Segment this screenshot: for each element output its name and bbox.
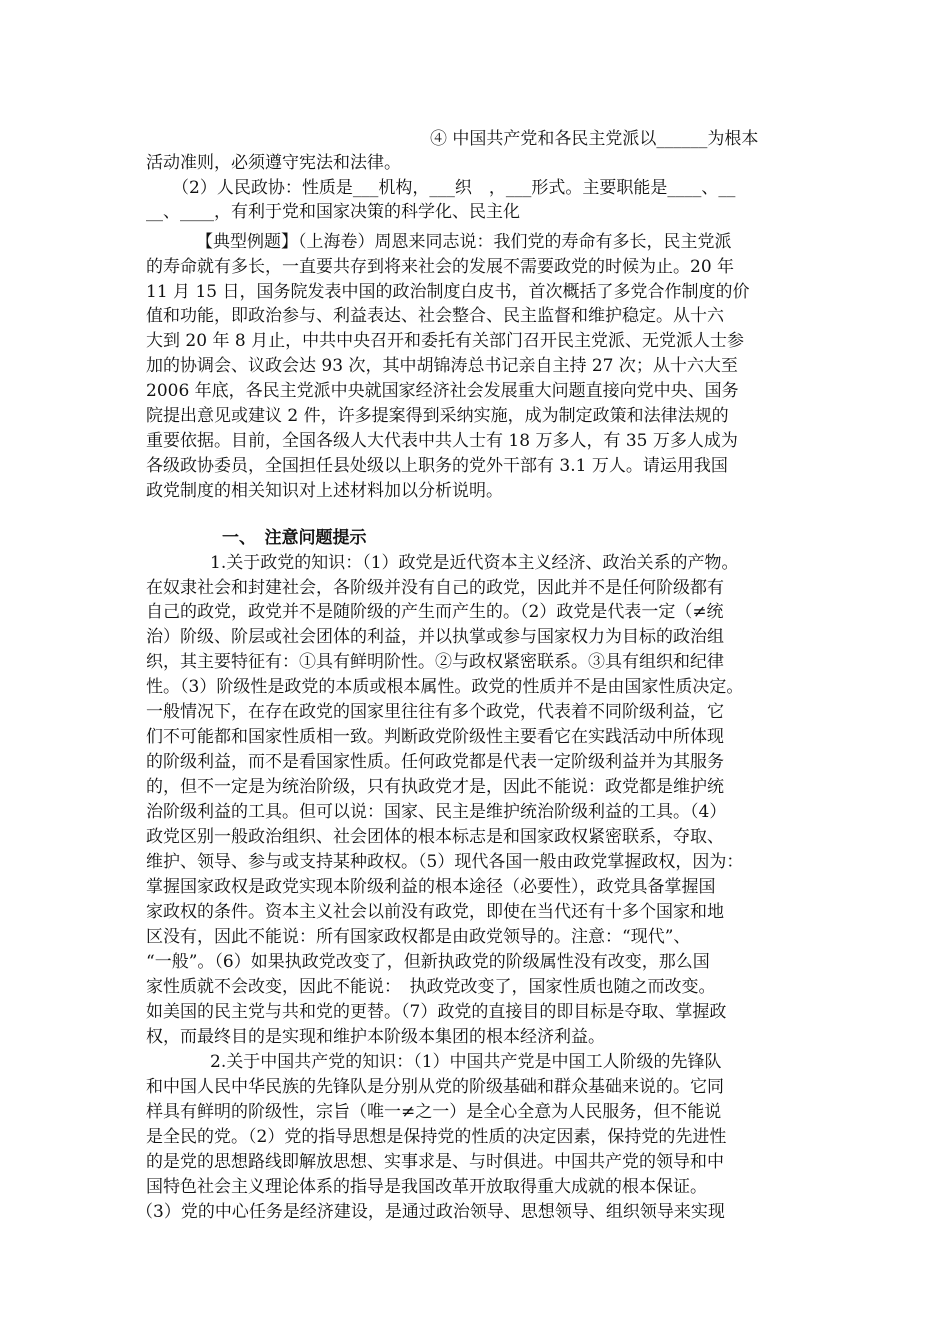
text-line-30: 掌握国家政权是政党实现本阶级利益的根本途径（必要性），政党具备掌握国 [146,877,716,897]
text-line-22: 性。（3）阶级性是政党的本质或根本属性。政党的性质并不是由国家性质决定。 [146,677,744,697]
text-line-20: 治）阶级、阶层或社会团体的利益，并以执掌或参与国家权力为目标的政治组 [146,627,724,647]
text-line-32: 区没有，因此不能说：所有国家政权都是由政党领导的。注意：“现代”、 [146,927,691,947]
text-line-40: 是全民的党。（2）党的指导思想是保持党的性质的决定因素，保持党的先进性 [146,1127,727,1147]
example-heading-line: 【典型例题】（上海卷）周恩来同志说：我们党的寿命有多长，民主党派 [196,232,732,252]
text-line-3: （2）人民政协：性质是___机构，___织 ，___形式。主要职能是____、__ [172,178,736,198]
text-line-1: ④ 中国共产党和各民主党派以______为根本 [430,129,759,149]
text-line-24: 们不可能都和国家性质相一致。判断政党阶级性主要看它在实践活动中所体现 [146,727,724,747]
text-line-18: 在奴隶社会和封建社会，各阶级并没有自己的政党，因此并不是任何阶级都有 [146,578,724,598]
text-line-26: 的，但不一定是为统治阶级，只有执政党才是，因此不能说：政党都是维护统 [146,777,724,797]
text-line-39: 样具有鲜明的阶级性，宗旨（唯一≠之一）是全心全意为人民服务，但不能说 [146,1102,722,1122]
text-line-15: 政党制度的相关知识对上述材料加以分析说明。 [146,481,503,501]
text-line-25: 的阶级利益，而不是看国家性质。任何政党都是代表一定阶级利益并为其服务 [146,752,724,772]
text-line-14: 各级政协委员，全国担任县处级以上职务的党外干部有 3.1 万人。请运用我国 [146,456,728,476]
text-line-4: __、____，有利于党和国家决策的科学化、民主化 [146,202,520,222]
text-line-7: 11 月 15 日，国务院发表中国的政治制度白皮书，首次概括了多党合作制度的价 [146,282,750,302]
text-line-35: 如美国的民主党与共和党的更替。（7）政党的直接目的即目标是夺取、掌握政 [146,1002,727,1022]
text-line-28: 政党区别一般政治组织、社会团体的根本标志是和国家政权紧密联系，夺取、 [146,827,724,847]
section-heading: 一、 注意问题提示 [222,528,367,548]
text-line-19: 自己的政党，政党并不是随阶级的产生而产生的。（2）政党是代表一定（≠统 [146,602,724,622]
text-line-41: 的是党的思想路线即解放思想、实事求是、与时俱进。中国共产党的领导和中 [146,1152,724,1172]
text-line-10: 加的协调会、议政会达 93 次，其中胡锦涛总书记亲自主持 27 次；从十六大至 [146,356,738,376]
text-line-21: 织，其主要特征有：①具有鲜明阶性。②与政权紧密联系。③具有组织和纪律 [146,652,724,672]
text-line-42: 国特色社会主义理论体系的指导是我国改革开放取得重大成就的根本保证。 [146,1177,707,1197]
text-line-11: 2006 年底，各民主党派中央就国家经济社会发展重大问题直接向党中央、国务 [146,381,739,401]
text-line-17: 1.关于政党的知识：（1）政党是近代资本主义经济、政治关系的产物。 [210,553,739,573]
text-line-29: 维护、领导、参与或支持某种政权。（5）现代各国一般由政党掌握政权，因为： [146,852,744,872]
text-line-33: “一般”。（6）如果执政党改变了，但新执政党的阶级属性没有改变，那么国 [146,952,710,972]
text-line-43: （3）党的中心任务是经济建设，是通过政治领导、思想领导、组织领导来实现 [136,1202,725,1222]
text-line-31: 家政权的条件。资本主义社会以前没有政党，即使在当代还有十多个国家和地 [146,902,724,922]
text-line-13: 重要依据。目前，全国各级人大代表中共人士有 18 万多人，有 35 万多人成为 [146,431,738,451]
text-line-2: 活动准则，必须遵守宪法和法律。 [146,153,401,173]
text-line-38: 和中国人民中华民族的先锋队是分别从党的阶级基础和群众基础来说的。它同 [146,1077,724,1097]
text-line-36: 权，而最终目的是实现和维护本阶级本集团的根本经济利益。 [146,1027,605,1047]
text-line-23: 一般情况下，在存在政党的国家里往往有多个政党，代表着不同阶级利益，它 [146,702,724,722]
text-line-37: 2.关于中国共产党的知识：（1）中国共产党是中国工人阶级的先锋队 [210,1052,722,1072]
text-line-12: 院提出意见或建议 2 件，许多提案得到采纳实施，成为制定政策和法律法规的 [146,406,729,426]
text-line-9: 大到 20 年 8 月止，中共中央召开和委托有关部门召开民主党派、无党派人士参 [146,331,745,351]
text-line-6: 的寿命就有多长，一直要共存到将来社会的发展不需要政党的时候为止。20 年 [146,257,735,277]
text-line-27: 治阶级利益的工具。但可以说：国家、民主是维护统治阶级利益的工具。（4） [146,802,727,822]
text-line-34: 家性质就不会改变，因此不能说： 执政党改变了，国家性质也随之而改变。 [146,977,716,997]
text-line-8: 值和功能，即政治参与、利益表达、社会整合、民主监督和维护稳定。从十六 [146,306,724,326]
